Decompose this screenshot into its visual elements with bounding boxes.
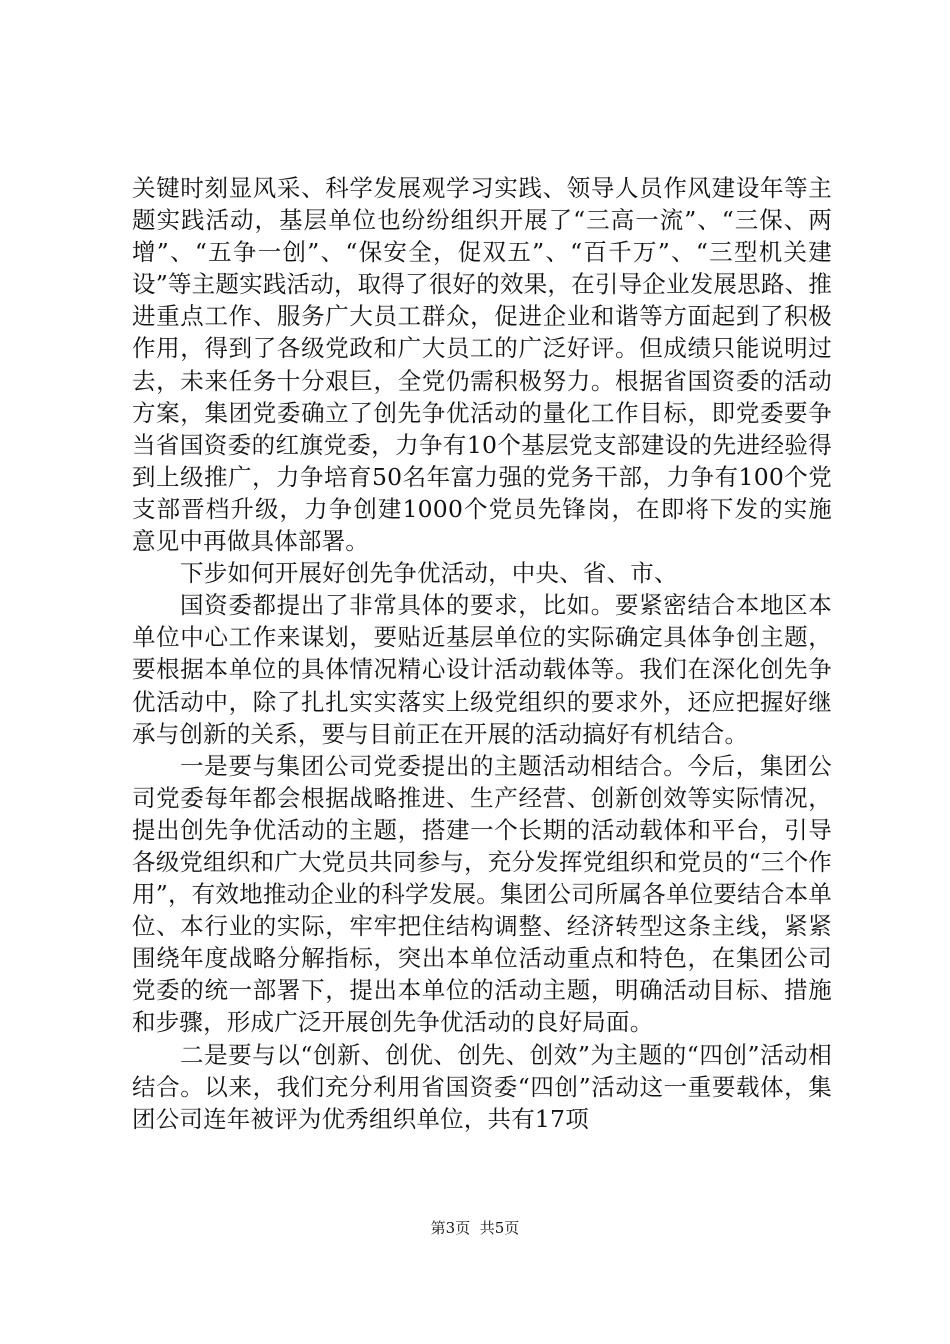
paragraph-4: 一是要与集团公司党委提出的主题活动相结合。今后，集团公司党委每年都会根据战略推进、生产经营、创新创效等实际情况，提出创先争优活动的主题，搭建一个长期的活动载体和平台，引导各级党组织和广大党员共同参与，充分发挥党组织和党员的“三个作用”，有效地推动企业的科学发展。集团公司所属各单位要结合本单位、本行业的实际，牢牢把住结构调整、经济转型这条主线，紧紧围绕年度战略分解指标，突出本单位活动重点和特色，在集团公司党委的统一部署下，提出本单位的活动主题，明确活动目标、措施和步骤，形成广泛开展创先争优活动的良好局面。 [132, 751, 832, 1037]
page-footer [0, 1218, 950, 1238]
paragraph-5: 二是要与以“创新、创优、创先、创效”为主题的“四创”活动相结合。以来，我们充分利用省国资委“四创”活动这一重要载体，集团公司连年被评为优秀组织单位，共有17项 [132, 1040, 832, 1133]
page-total: 共5页 [479, 1219, 520, 1237]
paragraph-1: 关键时刻显风采、科学发展观学习实践、领导人员作风建设年等主题实践活动，基层单位也纷纷组织开展了“三高一流”、“三保、两增”、“五争一创”、“保安全，促双五”、“百千万”、“三型机关建设”等主题实践活动，取得了很好的效果，在引导企业发展思路、推进重点工作、服务广大员工群众，促进企业和谐等方面起到了积极作用，得到了各级党政和广大员工的广泛好评。但成绩只能说明过去，未来任务十分艰巨，全党仍需积极努力。根据省国资委的活动方案，集团党委确立了创先争优活动的量化工作目标，即党委要争当省国资委的红旗党委，力争有10个基层党支部建设的先进经验得到上级推广，力争培育50名年富力强的党务干部，力争有100个党支部晋档升级，力争创建1000个党员先锋岗，在即将下发的实施意见中再做具体部署。 [132, 174, 832, 556]
paragraph-2: 下步如何开展好创先争优活动，中央、省、市、 [180, 559, 678, 588]
document-body [132, 172, 832, 1135]
paragraph-3: 国资委都提出了非常具体的要求，比如。要紧密结合本地区本单位中心工作来谋划，要贴近基层单位的实际确定具体争创主题，要根据本单位的具体情况精心设计活动载体等。我们在深化创先争优活动中，除了扎扎实实落实上级党组织的要求外，还应把握好继承与创新的关系，要与目前正在开展的活动搞好有机结合。 [132, 591, 832, 748]
page-number: 第3页 [430, 1219, 471, 1237]
